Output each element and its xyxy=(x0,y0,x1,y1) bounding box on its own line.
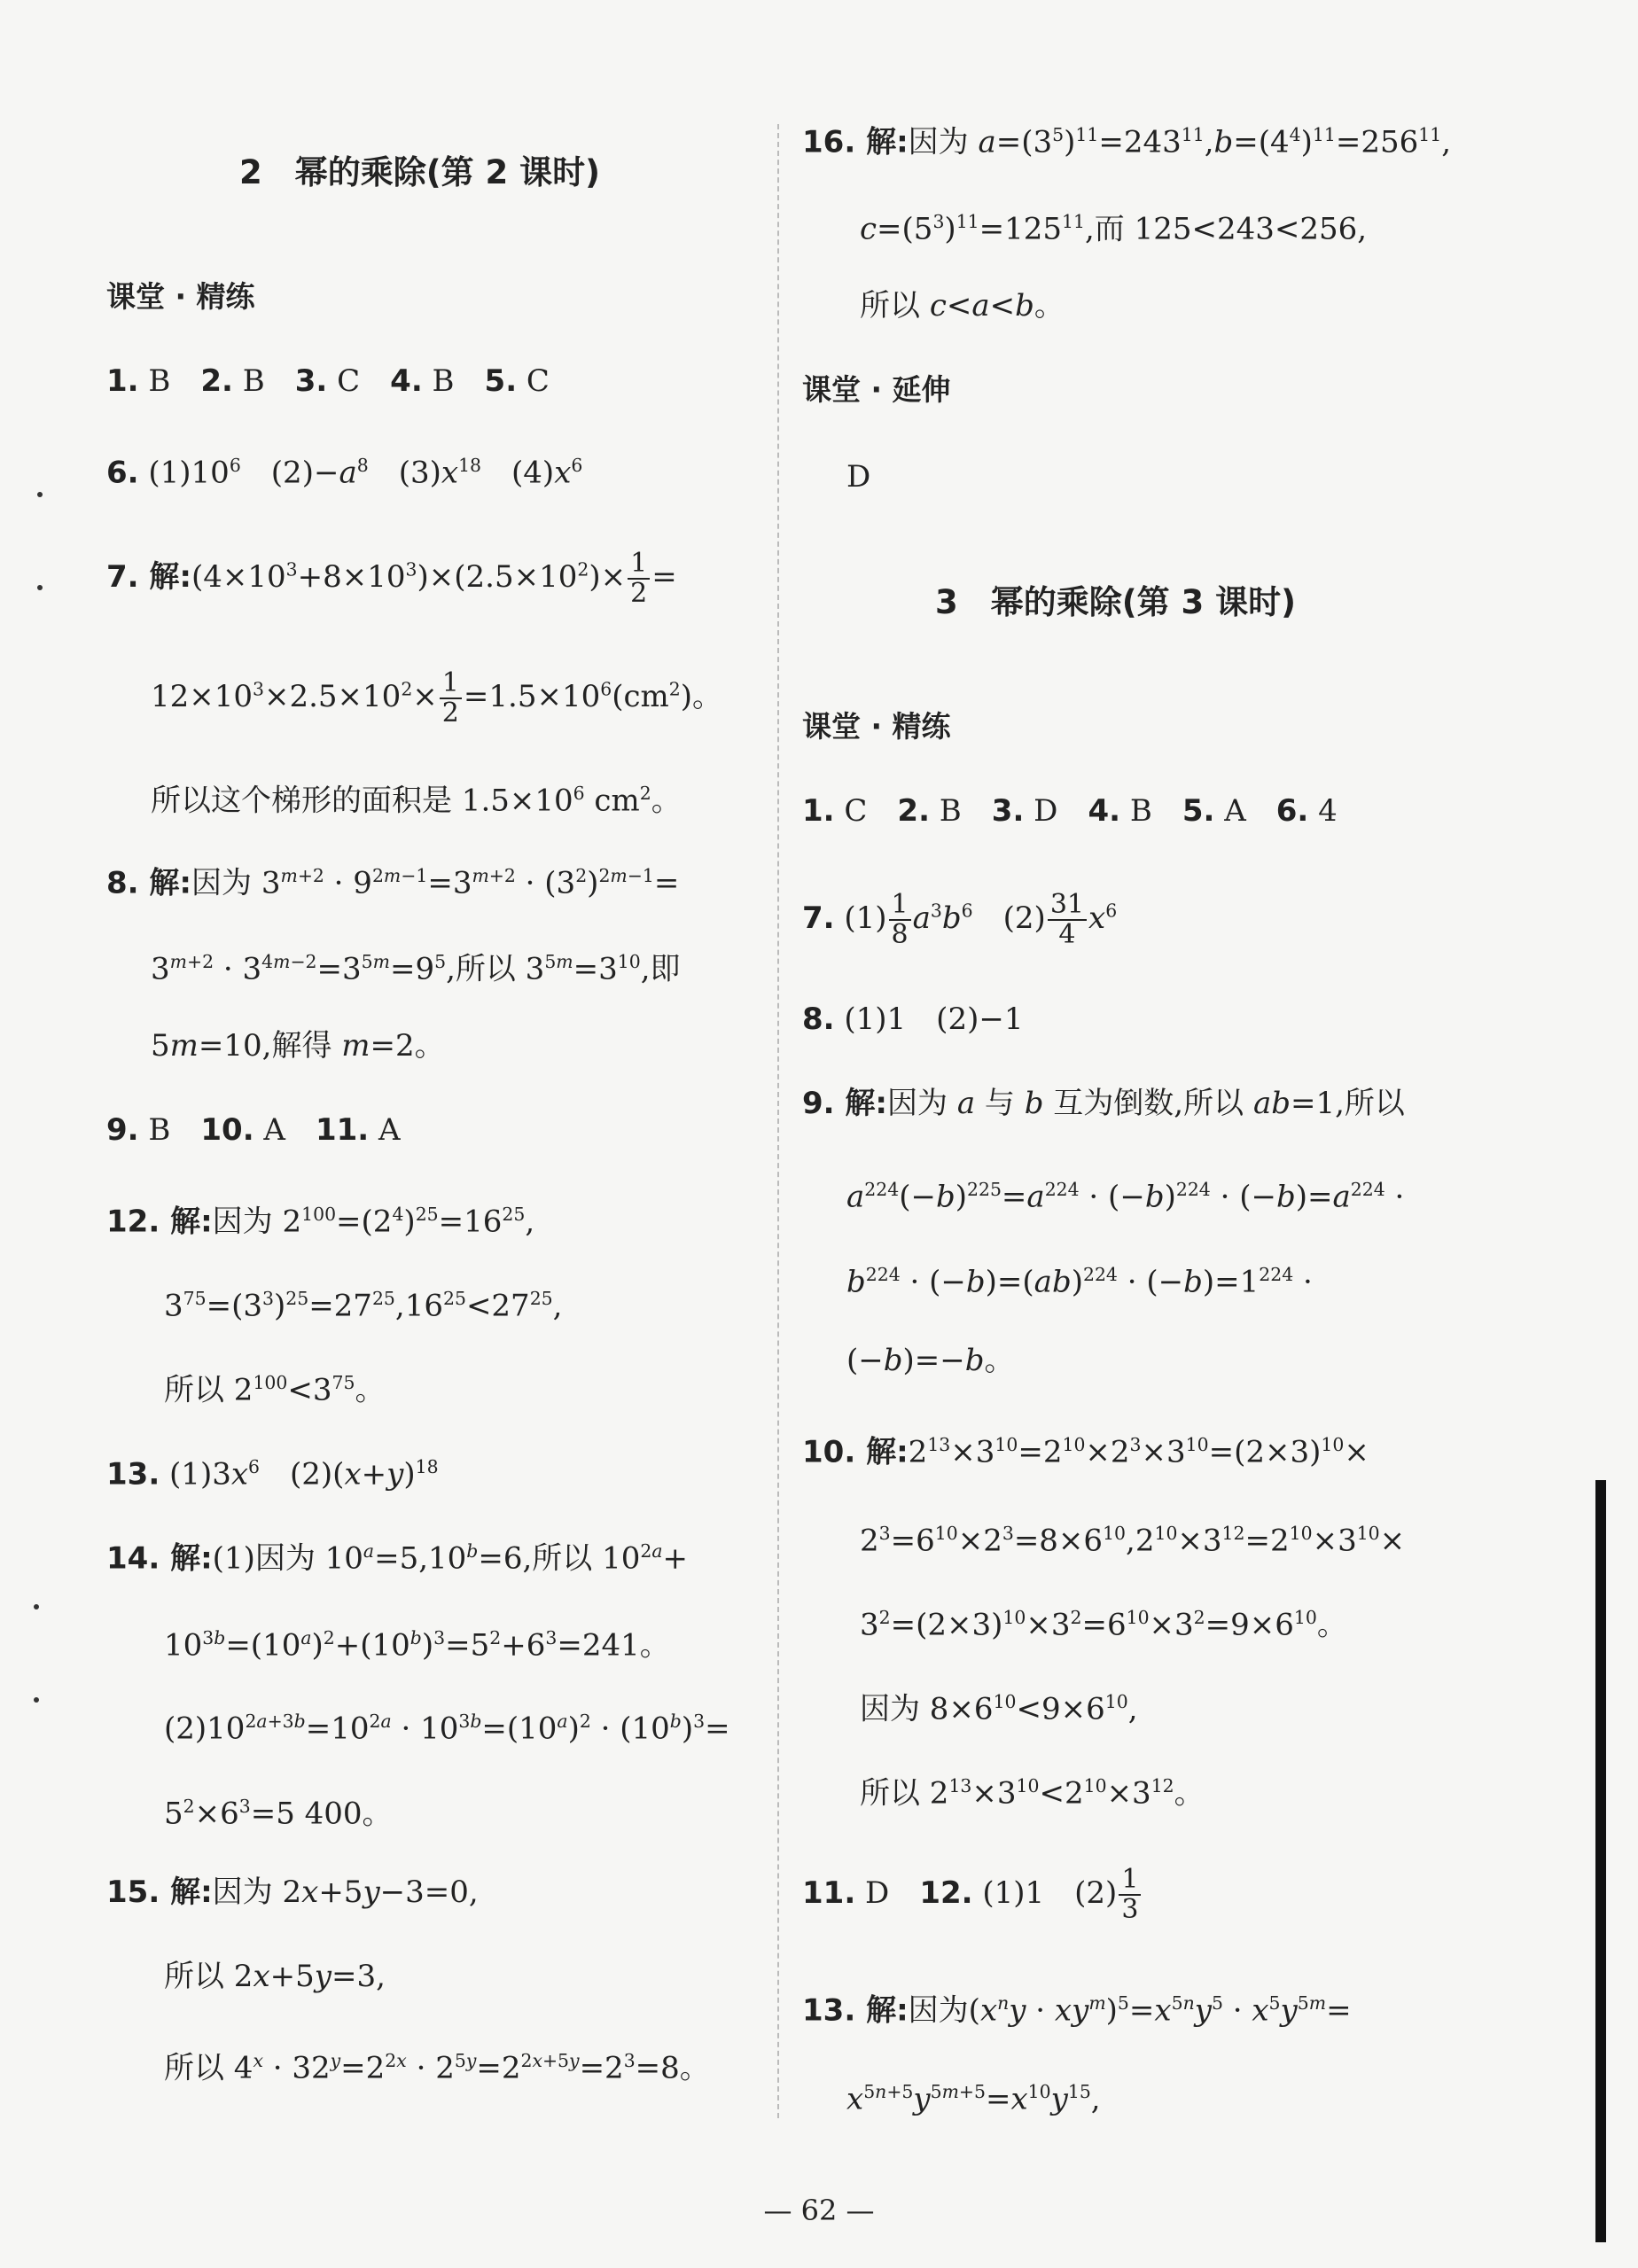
answer-q7-line2: $12\times 10^3\times 2.5\times 10^2\times$ $\frac{1}{2}$ $=1.5\times 10^6(cm^2)$。 xyxy=(151,667,722,729)
scan-speck xyxy=(37,585,43,590)
answer-q8-line1: 8. 解:因为 $3^{m+2} \cdot 9^{2m-1}=3^{m+2} \cdot (3^2)^{2m-1}=$ xyxy=(106,865,680,901)
scan-speck xyxy=(34,1697,39,1703)
answer-q15-line2: 所以 2x+5y=3, xyxy=(164,1959,386,1994)
answer-q9-line3: $b^{224} \cdot (-b)=(ab)^{224} \cdot (-b)=1^{224}$ · xyxy=(846,1264,1313,1300)
answer-q12-line1: 12. 解:因为 $2^{100}=(2^4)^{25}=16^{25}$, xyxy=(106,1204,535,1240)
answer-q10-line4: 因为 $8\times 6^{10}<9\times 6^{10}$, xyxy=(860,1691,1138,1727)
answer-q8-line3: 5m=10,解得 m=2。 xyxy=(151,1028,445,1064)
scan-speck xyxy=(34,1604,39,1609)
answer-q10-line2: $2^3=6^{10}\times 2^3=8\times 6^{10},2^{10}\times 3^{12}=2^{10}\times 3^{10}\times$ xyxy=(860,1523,1406,1559)
column-divider xyxy=(777,124,779,2118)
answer-q14-line2: $10^{3b}=(10^a)^2+(10^b)^3=5^2+6^3=241$。 xyxy=(164,1627,670,1664)
answer-q9-line4: (−b)=−b。 xyxy=(846,1343,1015,1378)
answer-q16-line1: 16. 解:因为 $a=(3^5)^{11}=243^{11},b=(4^4)^{11}=256^{11}$, xyxy=(802,124,1452,160)
answer-q8-line2: $3^{m+2} \cdot 3^{4m-2}=3^{5m}=9^5$,所以 $3^{5m}=3^{10}$,即 xyxy=(151,951,681,987)
section-title: 2 幂的乘除(第 2 课时) xyxy=(239,153,601,191)
extension-answer: D xyxy=(846,459,871,495)
answer-q15-line3: 所以 $4^x \cdot 32^y=2^{2x} \cdot 2^{5y}=2^{2x+5y}=2^3=8$。 xyxy=(164,2050,710,2086)
answer-q13-line2: $x^{5n+5}y^{5m+5}=x^{10}y^{15}$, xyxy=(846,2081,1101,2117)
answer-q14-line4: $5^2\times 6^3=5$ 400。 xyxy=(164,1796,393,1832)
answer-q8: 8. (1)1 (2)−1 xyxy=(802,1002,1024,1037)
scan-edge-bar xyxy=(1595,1480,1606,2242)
answer-q14-line1: 14. 解:(1)因为 $10^a=5,10^b=6$,所以 $10^{2a}+$ xyxy=(106,1540,688,1577)
answer-q6: 6. $(1)10^6$ $(2)-a^8$ $(3)x^{18}$ $(4)x^6$ xyxy=(106,455,583,491)
answer-q12-line3: 所以 $2^{100}<3^{75}$。 xyxy=(164,1372,386,1408)
answer-q9-line1: 9. 解:因为 a 与 b 互为倒数,所以 ab=1,所以 xyxy=(802,1086,1405,1121)
answer-q10-line3: $3^2=(2\times 3)^{10}\times 3^2=6^{10}\times 3^2=9\times 6^{10}$。 xyxy=(860,1607,1347,1643)
answer-q15-line1: 15. 解:因为 2x+5y−3=0, xyxy=(106,1874,479,1910)
answer-q9-line2: $a^{224}(-b)^{225}=a^{224} \cdot (-b)^{224} \cdot (-b)=a^{224}$ · xyxy=(846,1179,1405,1215)
answer-q14-line3: $(2)10^{2a+3b}=10^{2a} \cdot 10^{3b}=(10^a)^2 \cdot (10^b)^3=$ xyxy=(164,1711,730,1747)
section-heading: 课堂 · 精练 xyxy=(106,279,255,314)
section-heading-extension: 课堂 · 延伸 xyxy=(802,372,951,407)
answer-q1-5: 1. B 2. B 3. C 4. B 5. C xyxy=(106,363,550,399)
answer-q1-6: 1. C 2. B 3. D 4. B 5. A 6. 4 xyxy=(802,793,1338,829)
scan-speck xyxy=(37,492,43,497)
answer-q16-line3: 所以 c<a<b。 xyxy=(860,288,1065,323)
answer-q13: 13. $(1)3x^6$ $(2)(x+y)^{18}$ xyxy=(106,1456,439,1493)
page-number: — 62 — xyxy=(763,2194,875,2227)
answer-q10-line5: 所以 $2^{13}\times 3^{10}<2^{10}\times 3^{12}$。 xyxy=(860,1775,1205,1812)
answer-q7-line3: 所以这个梯形的面积是 $1.5\times 10^6$ $cm^2$。 xyxy=(151,783,682,819)
answer-q11-12: 11. D 12. (1)1 (2) $\frac{1}{3}$ xyxy=(802,1866,1143,1924)
answer-q9-11: 9. B 10. A 11. A xyxy=(106,1112,401,1148)
answer-q13-line1: 13. 解:因为$(x^ny \cdot xy^m)^5=x^{5n}y^5 \cdot x^5y^{5m}=$ xyxy=(802,1992,1352,2029)
answer-q16-line2: $c=(5^3)^{11}=125^{11}$,而 125<243<256, xyxy=(860,211,1368,247)
answer-q12-line2: $3^{75}=(3^3)^{25}=27^{25},16^{25}<27^{25}$, xyxy=(164,1288,563,1324)
answer-q10-line1: 10. 解$:2^{13}\times 3^{10}=2^{10}\times 2^3\times 3^{10}=(2\times 3)^{10}\times$ xyxy=(802,1434,1369,1470)
section-heading: 课堂 · 精练 xyxy=(802,709,951,744)
answer-q7: 7. (1) $\frac{1}{8}$ $a^3b^6$ (2) $\frac{31}{4}$ $x^6$ xyxy=(802,889,1118,950)
answer-q7-line1: 7. 解$:(4\times 10^3+8\times 10^3)\times(2.5\times 10^2)\times$ $\frac{1}{2}$ = xyxy=(106,548,677,609)
section-title: 3 幂的乘除(第 3 课时) xyxy=(935,583,1297,621)
